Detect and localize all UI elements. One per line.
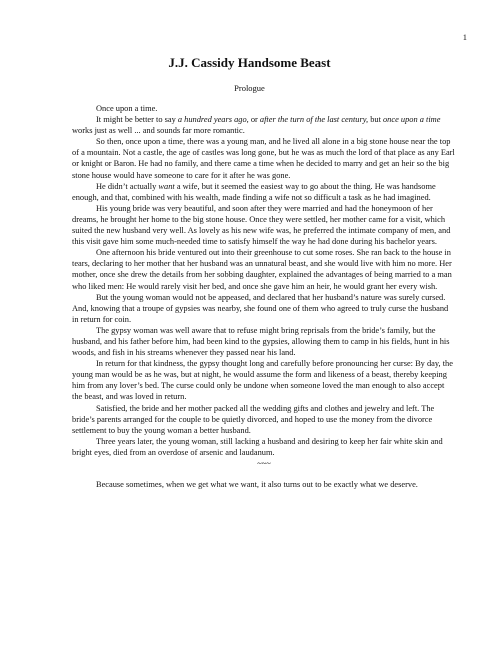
paragraph: Once upon a time.: [96, 104, 158, 113]
page-title: J.J. Cassidy Handsome Beast: [168, 55, 331, 70]
paragraph: He didn’t actually want a wife, but it seemed the easiest way to go about the thing. He was handsome enough, and that, combined with his wealth, made finding a wife not so difficult a task as he had imagined.: [72, 181, 436, 202]
paragraph: The gypsy woman was well aware that to refuse might bring reprisals from the bride’s family, but the husband, and his father before him, had been kind to the gypsies, allowing them to camp in his fields, hunt in his woods, and fish in his streams whenever they passed near his land.: [72, 325, 450, 358]
paragraph: In return for that kindness, the gypsy thought long and carefully before pronouncing her curse: By day, the young man would be as he was, but at night, he would assume the form and likeness of a beast, thereby keeping him from any lover’s bed. The curse could only be undone when someone loved the man enough to also accept the beast, and was loved in return.: [72, 359, 453, 402]
paragraph: His young bride was very beautiful, and soon after they were married and had the honeymoon of her dreams, he brought her home to the big stone house. Once they were settled, her mother came for a visit, which suited the new husband very well. As lovely as his new wife was, he preferred the intimate company of men, and this visit gave him some much-needed time to satisfy himself the way he had done during his bachelor years.: [72, 203, 451, 247]
body-text: [72, 103, 456, 490]
chapter-heading: Prologue: [234, 83, 265, 93]
paragraph: One afternoon his bride ventured out into their greenhouse to cut some roses. She ran back to the house in tears, declaring to her mother that her husband was an unnatural beast, and she would live with him no more. Her mother, once she drew the details from her sobbing daughter, explained the advantages of being married to a man who liked men: He would rarely visit her bed, and once she gave him an heir, he would grant her every wish.: [72, 248, 452, 291]
page-number: 1: [462, 32, 467, 42]
closing-paragraph: Because sometimes, when we get what we want, it also turns out to be exactly what we deserve.: [96, 480, 418, 490]
paragraph: Satisfied, the bride and her mother packed all the wedding gifts and clothes and jewelry and left. The bride’s parents arranged for the couple to be quietly divorced, and hoped to use the money from the divorce settlement to buy the young woman a better husband.: [72, 403, 435, 435]
paragraph: So then, once upon a time, there was a young man, and he lived all alone in a big stone house near the top of a mountain. Not a castle, the age of castles was long gone, but he was as much the lord of that place as any Earl or knight or Baron. He had no family, and there came a time when he decided to marry and get an heir so the big stone house would have someone to care for it after he was gone.: [72, 137, 455, 180]
section-separator: ~~~: [257, 459, 271, 468]
paragraph: It might be better to say a hundred years ago, or after the turn of the last century, but once upon a time works just as well ... and sounds far more romantic.: [72, 115, 441, 136]
paragraph: Three years later, the young woman, still lacking a husband and desiring to keep her fair white skin and bright eyes, died from an overdose of arsenic and laudanum.: [72, 436, 443, 457]
paragraph: But the young woman would not be appeased, and declared that her husband’s nature was surely cursed. And, knowing that a troupe of gypsies was nearby, she found one of them who agreed to truly curse the husband in return for coin.: [72, 292, 449, 324]
